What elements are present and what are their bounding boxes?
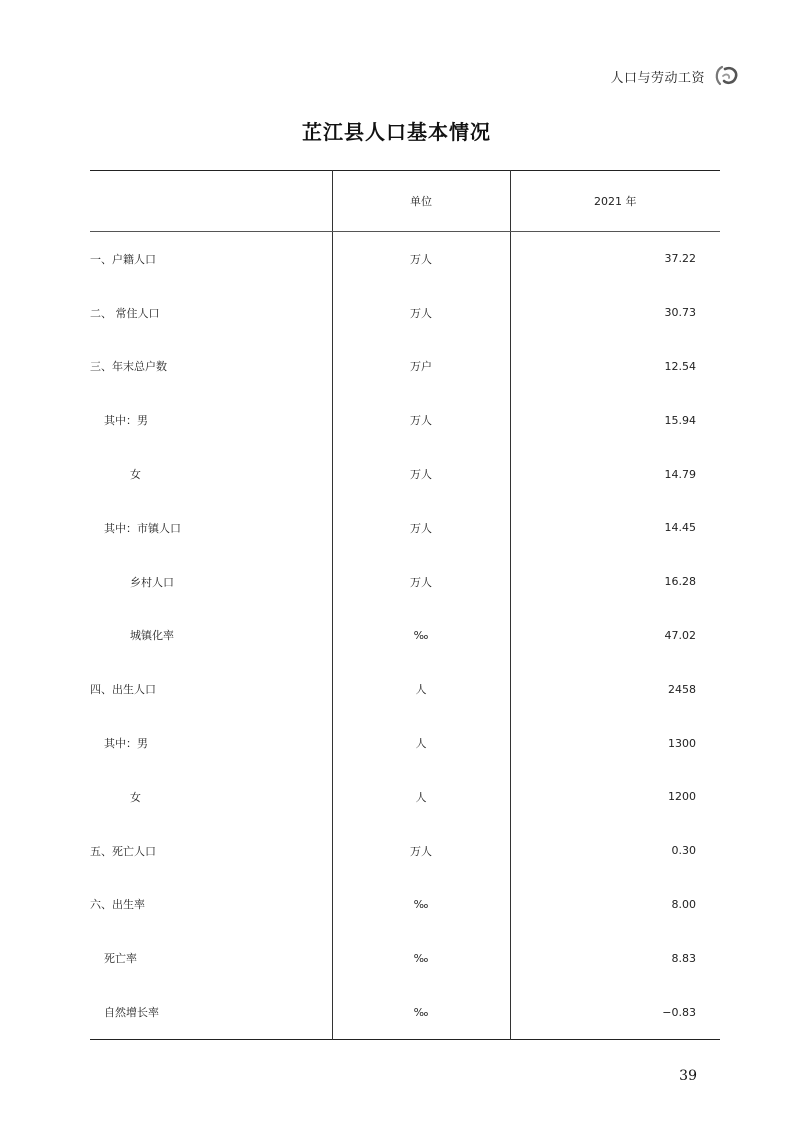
table-row: [90, 555, 720, 609]
row-label: 死亡率: [104, 952, 137, 966]
row-value: 12.54: [510, 340, 720, 394]
row-value: 37.22: [510, 232, 720, 286]
row-label: 一、户籍人口: [90, 252, 156, 266]
row-label: 自然增长率: [104, 1006, 159, 1020]
row-label: 三、年末总户数: [90, 360, 167, 374]
table-body: [90, 232, 720, 1040]
row-unit: 人: [332, 716, 510, 770]
header-cell-item: [90, 171, 332, 232]
row-value: 0.30: [510, 824, 720, 878]
row-value: −0.83: [510, 985, 720, 1040]
row-unit: 万户: [332, 340, 510, 394]
row-value: 14.79: [510, 447, 720, 501]
row-value: 30.73: [510, 286, 720, 340]
row-value: 15.94: [510, 393, 720, 447]
table-row: [90, 662, 720, 716]
row-unit: ‰: [332, 878, 510, 932]
table-row: [90, 286, 720, 340]
page-number: 39: [679, 1068, 697, 1084]
table-row: [90, 393, 720, 447]
table-row: [90, 931, 720, 985]
table-row: [90, 985, 720, 1040]
row-label: 其中：市镇人口: [104, 521, 181, 535]
row-label: 城镇化率: [130, 629, 174, 643]
table-row: [90, 878, 720, 932]
row-unit: ‰: [332, 931, 510, 985]
row-value: 47.02: [510, 609, 720, 663]
table-row: [90, 340, 720, 394]
row-unit: 万人: [332, 286, 510, 340]
row-label: 女: [130, 790, 141, 804]
table-row: [90, 501, 720, 555]
row-label: 五、死亡人口: [90, 844, 156, 858]
row-unit: 人: [332, 662, 510, 716]
running-header: [610, 64, 741, 88]
row-value: 8.00: [510, 878, 720, 932]
row-unit: 万人: [332, 232, 510, 286]
row-value: 1300: [510, 716, 720, 770]
row-label: 乡村人口: [130, 575, 174, 589]
row-label: 六、出生率: [90, 898, 145, 912]
page-title: 芷江县人口基本情况: [302, 120, 491, 144]
table-row: [90, 770, 720, 824]
row-unit: ‰: [332, 609, 510, 663]
row-unit: 万人: [332, 393, 510, 447]
row-value: 8.83: [510, 931, 720, 985]
row-unit: 万人: [332, 555, 510, 609]
swirl-logo-icon: [713, 64, 741, 88]
row-unit: 万人: [332, 447, 510, 501]
row-value: 16.28: [510, 555, 720, 609]
row-label: 其中：男: [104, 414, 148, 428]
row-unit: ‰: [332, 985, 510, 1040]
table-row: [90, 232, 720, 286]
table-row: [90, 447, 720, 501]
row-label: 四、出生人口: [90, 683, 156, 697]
row-value: 14.45: [510, 501, 720, 555]
row-label: 二、 常住人口: [90, 306, 160, 320]
population-table: [90, 170, 720, 1040]
row-value: 1200: [510, 770, 720, 824]
row-label: 其中：男: [104, 737, 148, 751]
row-label: 女: [130, 468, 141, 482]
section-title: 人口与劳动工资: [610, 70, 705, 86]
header-cell-year: 2021 年: [510, 171, 720, 232]
table-row: [90, 716, 720, 770]
row-unit: 万人: [332, 501, 510, 555]
table-row: [90, 609, 720, 663]
row-value: 2458: [510, 662, 720, 716]
header-cell-unit: 单位: [332, 171, 510, 232]
table-header-row: [90, 171, 720, 232]
row-unit: 万人: [332, 824, 510, 878]
table-row: [90, 824, 720, 878]
row-unit: 人: [332, 770, 510, 824]
